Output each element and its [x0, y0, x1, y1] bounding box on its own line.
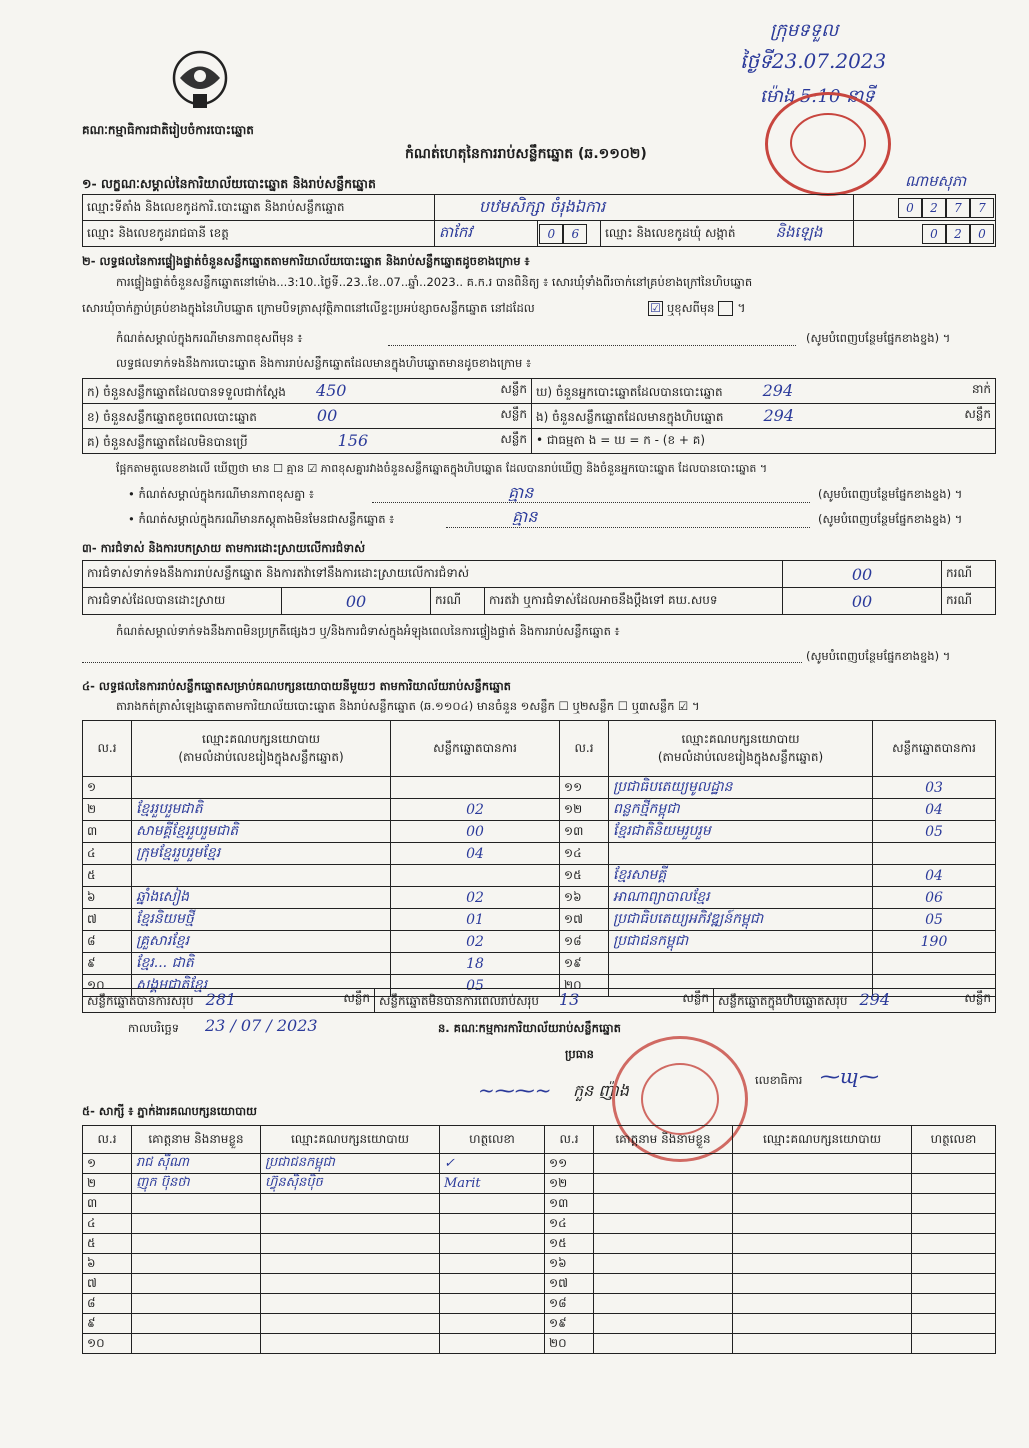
row-number: ១៨ [545, 1294, 594, 1314]
row-number: ១៨ [560, 931, 609, 953]
vote-count: 03 [873, 777, 996, 799]
s5-agents-table [82, 1125, 996, 1354]
agent-signature [912, 1254, 996, 1274]
commission-name: គណៈកម្មាធិការជាតិរៀបចំការបោះឆ្នោត [82, 123, 254, 137]
agent-signature [912, 1294, 996, 1314]
table-row [83, 821, 996, 843]
row-number: ៥ [83, 1234, 132, 1254]
s2-diff-note: • កំណត់សម្គាល់ក្នុងករណីមានភាពខុសគ្នា ៖ [128, 487, 314, 501]
vote-count: 02 [391, 887, 560, 909]
agent-signature [912, 1174, 996, 1194]
s3-heading: ៣- ការជំទាស់ និងការបកស្រាយ តាមការដោះស្រាយលើការជំទាស់ [82, 541, 366, 555]
agent-signature [912, 1334, 996, 1354]
s5-col-party: ឈ្មោះគណបក្សនយោបាយ [261, 1126, 440, 1154]
agent-name [132, 1274, 261, 1294]
total-valid: 281 [205, 990, 237, 1009]
agent-name [594, 1294, 733, 1314]
secretary-label: លេខាធិការ [755, 1073, 803, 1087]
total-box: 294 [859, 990, 891, 1009]
s3-r1-value: 00 [851, 564, 873, 584]
result-label: គ) ចំនួនសន្លឹកឆ្នោតដែលមិនបានប្រើ [87, 434, 248, 449]
chair-label: ប្រធាន [565, 1047, 594, 1061]
table-row [83, 1314, 996, 1334]
col-party: ឈ្មោះគណបក្សនយោបាយ [681, 731, 800, 746]
agent-party [733, 1294, 912, 1314]
party-name: អាណាព្យាបាលខ្មែរ [609, 887, 873, 909]
s2-check-row: ☑ ឬខុសពីមុន ។ [648, 300, 746, 316]
s5-col-no: ល.រ [545, 1126, 594, 1154]
result-value: 294 [763, 405, 795, 425]
vote-count [873, 953, 996, 975]
s1-table [82, 194, 996, 247]
agent-signature [912, 1154, 996, 1174]
s3-unit: ករណី [942, 588, 996, 615]
col-votes: សន្លឹកឆ្នោតបានការ [391, 721, 560, 777]
agent-signature [440, 1234, 545, 1254]
row-number: ២០ [560, 975, 609, 997]
party-name: ប្រជាធិបតេយ្យមូលដ្ឋាន [609, 777, 873, 799]
s3-unit: ករណី [942, 561, 996, 588]
agent-name [594, 1214, 733, 1234]
date-suffix: ន. គណៈកម្មការការិយាល័យរាប់សន្លឹកឆ្នោត [438, 1021, 621, 1035]
s3-unit: ករណី [431, 588, 485, 615]
station-code-digit: 2 [922, 198, 946, 218]
row-number: ១៣ [560, 821, 609, 843]
result-label: ខ) ចំនួនសន្លឹកឆ្នោតខូចពេលបោះឆ្នោត [87, 409, 257, 424]
agent-name [594, 1234, 733, 1254]
party-name: ពន្លកថ្មីកម្ពុជា [609, 799, 873, 821]
same-checkbox[interactable]: ☑ [648, 301, 663, 316]
agent-party: ហ៊្វុនស៊ិនប៉ិច [261, 1174, 440, 1194]
agent-signature [440, 1334, 545, 1354]
total-invalid: 13 [558, 990, 580, 1009]
row-number: ២ [83, 799, 132, 821]
s4-heading: ៤- លទ្ធផលនៃការរាប់សន្លឹកឆ្នោតសម្រាប់គណបក្សនយោបាយនីមួយៗ តាមការិយាល័យរាប់សន្លឹកឆ្នោត [82, 679, 511, 693]
date-label: កាលបរិច្ឆេទ [128, 1021, 180, 1035]
row-number: ៥ [83, 865, 132, 887]
result-label: ក) ចំនួនសន្លឹកឆ្នោតដែលបានទទួលជាក់ស្តែង [87, 384, 286, 399]
col-no: ល.រ [560, 721, 609, 777]
s4-totals [82, 988, 996, 1013]
table-row [83, 1174, 996, 1194]
date-value: 23 / 07 / 2023 [205, 1016, 318, 1035]
province-code-digit: 6 [563, 224, 587, 244]
province-label: ឈ្មោះ និងលេខកូដរាជធានី ខេត្ត [83, 221, 435, 247]
agent-party [733, 1194, 912, 1214]
party-name: សាមគ្គីខ្មែររួបរួមជាតិ [132, 821, 391, 843]
total-unit: សន្លឹក [682, 991, 709, 1005]
s3-r2-label: ការជំទាស់ដែលបានដោះស្រាយ [83, 588, 282, 615]
total-valid-label: សន្លឹកឆ្នោតបានការសរុប [87, 994, 194, 1008]
s5-col-name: គោត្តនាម និងនាមខ្លួន [132, 1126, 261, 1154]
party-name [132, 865, 391, 887]
row-number: ១៥ [560, 865, 609, 887]
agent-signature: Marit [440, 1174, 545, 1194]
row-number: ១០ [83, 1334, 132, 1354]
agent-party [261, 1294, 440, 1314]
result-unit: សន្លឹក [964, 406, 991, 421]
station-code-digit: 7 [970, 198, 994, 218]
official-stamp-top [765, 92, 891, 196]
row-number: ១៤ [545, 1214, 594, 1234]
col-party-sub: (តាមលំដាប់លេខរៀងក្នុងសន្លឹកឆ្នោត) [178, 749, 344, 764]
agent-party [733, 1174, 912, 1194]
agent-party: ប្រជាជនកម្ពុជា [261, 1154, 440, 1174]
agent-name [132, 1214, 261, 1234]
result-label: ង) ចំនួនសន្លឹកឆ្នោតដែលមានក្នុងហិបឆ្នោត [536, 409, 724, 424]
s5-col-name: គោត្តនាម និងនាមខ្លួន [594, 1126, 733, 1154]
row-number: ១២ [545, 1174, 594, 1194]
row-number: ១៣ [545, 1194, 594, 1214]
vote-count: 04 [873, 799, 996, 821]
row-number: ១៧ [545, 1274, 594, 1294]
party-name [609, 843, 873, 865]
agent-name [132, 1294, 261, 1314]
total-unit: សន្លឹក [964, 991, 991, 1005]
agent-signature: ✓ [440, 1154, 545, 1174]
s5-col-no: ល.រ [83, 1126, 132, 1154]
agent-name [594, 1174, 733, 1194]
party-name: គ្រួសារខ្មែរ [132, 931, 391, 953]
agent-signature [440, 1294, 545, 1314]
chair-signature: ~⁓⁓~ [478, 1078, 552, 1102]
row-number: ៩ [83, 953, 132, 975]
row-number: ១០ [83, 975, 132, 997]
result-label: ឃ) ចំនួនអ្នកបោះឆ្នោតដែលបានបោះឆ្នោត [536, 384, 723, 399]
s2-results-table [82, 378, 996, 454]
agent-party [733, 1334, 912, 1354]
table-row [83, 1234, 996, 1254]
table-row [83, 931, 996, 953]
station-code-digit: 7 [946, 198, 970, 218]
table-row [83, 1154, 996, 1174]
agent-party [261, 1214, 440, 1234]
received-time: ម៉ោង 5:10 នាទី [760, 86, 875, 107]
emblem-logo [165, 50, 235, 114]
agent-party [733, 1254, 912, 1274]
agent-signature [912, 1274, 996, 1294]
s4-results-table [82, 720, 996, 997]
agent-signature [912, 1194, 996, 1214]
result-unit: នាក់ [971, 381, 991, 396]
agent-name [594, 1154, 733, 1174]
result-unit: សន្លឹក [500, 431, 527, 446]
s3-r3-label: ការតវ៉ា ឬការជំទាស់ដែលអាចនឹងប្តឹងទៅ គឃ.សបទ [485, 588, 783, 615]
commune-code-digit: 2 [946, 224, 970, 244]
agent-party [261, 1334, 440, 1354]
row-number: ១ [83, 1154, 132, 1174]
party-name: សង្គមជាតិខ្មែរ [132, 975, 391, 997]
row-number: ១៩ [560, 953, 609, 975]
s2-line1: ការផ្ទៀងផ្ទាត់ចំនួនសន្លឹកឆ្នោតនៅម៉ោង...3:10..ថ្ងៃទី..23..ខែ..07..ឆ្នាំ..2023.. គ.ក.រ បានពិនិត្យ ៖ សោរឃុំទាំងពីរចាក់នៅគ្រប់ខាងក្រៅនៃហិបឆ្នោត [116, 275, 753, 289]
table-row [83, 1194, 996, 1214]
agent-name [594, 1194, 733, 1214]
table-row [83, 953, 996, 975]
agent-party [261, 1234, 440, 1254]
received-date: ថ្ងៃទី23.07.2023 [740, 49, 887, 73]
agent-party [261, 1314, 440, 1334]
s2-heading: ២- លទ្ធផលនៃការផ្ទៀងផ្ទាត់ចំនួនសន្លឹកឆ្នោតតាមការិយាល័យបោះឆ្នោត និងរាប់សន្លឹកឆ្នោតដូចខាងក្រោម ៖ [82, 254, 530, 268]
table-row [83, 1334, 996, 1354]
chair-name: កួន ញ៉ាង [573, 1081, 629, 1100]
agent-name [132, 1254, 261, 1274]
s2-fill-back-1: (សូមបំពេញបន្ថែមផ្នែកខាងខ្នង) ។ [818, 487, 963, 501]
vote-count: 01 [391, 909, 560, 931]
agent-signature [912, 1214, 996, 1234]
row-number: ៩ [83, 1314, 132, 1334]
row-number: ១៦ [545, 1254, 594, 1274]
vote-count: 02 [391, 799, 560, 821]
col-no: ល.រ [83, 721, 132, 777]
s3-table [82, 560, 996, 615]
top-right-note: ណាមសុភា [905, 172, 967, 190]
col-votes: សន្លឹកឆ្នោតបានការ [873, 721, 996, 777]
row-number: ១១ [545, 1154, 594, 1174]
party-name: ខ្មែរសាមគ្គី [609, 865, 873, 887]
s5-col-sign: ហត្ថលេខា [440, 1126, 545, 1154]
table-row [83, 843, 996, 865]
vote-count [391, 777, 560, 799]
commune-value: និងឡេង [775, 222, 823, 241]
result-unit: សន្លឹក [500, 381, 527, 396]
s3-fill-back: (សូមបំពេញបន្ថែមផ្នែកខាងខ្នង) ។ [806, 649, 951, 663]
agent-name [132, 1194, 261, 1214]
commune-label: ឈ្មោះ និងលេខកូដឃុំ សង្កាត់ [605, 225, 736, 240]
agent-name [594, 1334, 733, 1354]
s2-match-line: ផ្អែកតាមតួលេខខាងលើ ឃើញថា មាន ☐ គ្មាន ☑ ភាពខុសគ្នារវាងចំនួនសន្លឹកឆ្នោតក្នុងហិបឆ្នោត ដែលបានរាប់ឃើញ និងចំនួនអ្នកបោះឆ្នោត ដែលបានបោះឆ្នោត ។ [116, 462, 768, 475]
row-number: ១៥ [545, 1234, 594, 1254]
row-number: ៨ [83, 931, 132, 953]
party-name: ឆ្នាំងសៀង [132, 887, 391, 909]
table-row [83, 799, 996, 821]
table-row [83, 909, 996, 931]
agent-signature [440, 1214, 545, 1234]
agent-name: រាជ ស៊ីណា [132, 1154, 261, 1174]
row-number: ៣ [83, 1194, 132, 1214]
agent-signature [440, 1194, 545, 1214]
row-number: ១១ [560, 777, 609, 799]
formula-note: • ជាធម្មតា ង = ឃ = ក - (ខ + គ) [536, 433, 706, 447]
s3-r3-value: 00 [851, 591, 873, 611]
agent-name [132, 1234, 261, 1254]
party-name: ប្រជាធិបតេយ្យអភិវឌ្ឍន៍កម្ពុជា [609, 909, 873, 931]
row-number: ៨ [83, 1294, 132, 1314]
party-name: ក្រុមខ្មែររួបរួមខ្មែរ [132, 843, 391, 865]
row-number: ១៩ [545, 1314, 594, 1334]
province-value: តាកែវ [438, 222, 473, 241]
row-number: ១២ [560, 799, 609, 821]
party-name: ខ្មែររួបរួមជាតិ [132, 799, 391, 821]
place-value: បឋមសិក្សា ចំរុងឯការ [478, 196, 606, 216]
agent-name [132, 1334, 261, 1354]
s2-diff-value: គ្មាន [508, 483, 534, 502]
commune-code-digit: 0 [970, 224, 994, 244]
agent-party [261, 1194, 440, 1214]
vote-count: 04 [873, 865, 996, 887]
row-number: ៤ [83, 843, 132, 865]
province-code-digit: 0 [539, 224, 563, 244]
agent-signature [912, 1234, 996, 1254]
vote-count: 02 [391, 931, 560, 953]
col-party: ឈ្មោះគណបក្សនយោបាយ [201, 731, 321, 746]
row-number: ១៦ [560, 887, 609, 909]
agent-party [733, 1214, 912, 1234]
vote-count: 04 [391, 843, 560, 865]
vote-count [391, 865, 560, 887]
secretary-signature: ⁓ɰ⁓ [820, 1064, 879, 1088]
table-row [83, 1274, 996, 1294]
agent-party [261, 1274, 440, 1294]
total-unit: សន្លឹក [343, 991, 370, 1005]
agent-name [594, 1274, 733, 1294]
party-name [609, 953, 873, 975]
table-row [83, 887, 996, 909]
result-unit: សន្លឹក [500, 406, 527, 421]
result-value: 450 [315, 380, 347, 400]
agent-party [733, 1234, 912, 1254]
table-row [83, 777, 996, 799]
row-number: ៧ [83, 1274, 132, 1294]
vote-count: 06 [873, 887, 996, 909]
table-row [83, 1214, 996, 1234]
agent-name [594, 1314, 733, 1334]
agent-name [594, 1254, 733, 1274]
total-box-label: សន្លឹកឆ្នោតក្នុងហិបឆ្នោតសរុប [718, 994, 848, 1008]
row-number: ២ [83, 1174, 132, 1194]
s3-note: កំណត់សម្គាល់ទាក់ទងនឹងភាពមិនប្រក្រតីផ្សេងៗ ឬ/និងការជំទាស់ក្នុងអំឡុងពេលនៃការផ្ទៀងផ្ទាត់ និងការរាប់សន្លឹកឆ្នោត ៖ [116, 624, 620, 638]
agent-name [132, 1314, 261, 1334]
party-name [132, 777, 391, 799]
s2-note-suffix: (សូមបំពេញបន្ថែមផ្នែកខាងខ្នង) ។ [806, 331, 951, 345]
s4-subline: តារាងកត់ត្រាសំឡេងឆ្នោតតាមការិយាល័យបោះឆ្នោត និងរាប់សន្លឹកឆ្នោត (ឆ.១១០៤) មានចំនួន ១សន្លឹក ☐ ឬ២សន្លឹក ☐ ឬ៣សន្លឹក ☑ ។ [116, 699, 700, 713]
vote-count: 00 [391, 821, 560, 843]
row-number: ៤ [83, 1214, 132, 1234]
row-number: ៦ [83, 887, 132, 909]
row-number: ២០ [545, 1334, 594, 1354]
row-number: ១៤ [560, 843, 609, 865]
party-name: ខ្មែរ... ជាតិ [132, 953, 391, 975]
form-title: កំណត់ហេតុនៃការរាប់សន្លឹកឆ្នោត (ឆ.១១០២) [405, 146, 647, 162]
vote-count: 05 [391, 975, 560, 997]
col-party-sub: (តាមលំដាប់លេខរៀងក្នុងសន្លឹកឆ្នោត) [657, 749, 824, 764]
vote-count: 190 [873, 931, 996, 953]
result-value: 156 [337, 430, 369, 450]
s2-stub-note: • កំណត់សម្គាល់ក្នុងករណីមានភស្តុតាងមិនមែនជាសន្លឹកឆ្នោត ៖ [128, 512, 395, 526]
table-row [83, 865, 996, 887]
party-name: ប្រជាជនកម្ពុជា [609, 931, 873, 953]
vote-count: 18 [391, 953, 560, 975]
row-number: ១ [83, 777, 132, 799]
party-name: ខ្មែរនិយមថ្មី [132, 909, 391, 931]
s5-col-party: ឈ្មោះគណបក្សនយោបាយ [733, 1126, 912, 1154]
s5-col-sign: ហត្ថលេខា [912, 1126, 996, 1154]
agent-party [733, 1154, 912, 1174]
s2-note-label: កំណត់សម្គាល់ក្នុងករណីមានភាពខុសពីមុន ៖ [116, 331, 303, 345]
changed-checkbox[interactable] [718, 301, 733, 316]
s3-r1-label: ការជំទាស់ទាក់ទងនឹងការរាប់សន្លឹកឆ្នោត និងការតវ៉ាទៅនឹងការដោះស្រាយលើការជំទាស់ [83, 561, 783, 588]
table-row [83, 1294, 996, 1314]
s5-heading: ៥- សាក្សី ៖ ភ្នាក់ងារគណបក្សនយោបាយ [82, 1104, 257, 1118]
vote-count: 05 [873, 821, 996, 843]
agent-signature [440, 1274, 545, 1294]
s2-fill-back-2: (សូមបំពេញបន្ថែមផ្នែកខាងខ្នង) ។ [818, 512, 963, 526]
party-name: ខ្មែរជាតិនិយមរួបរួម [609, 821, 873, 843]
s2-line2: សោរឃុំចាក់ភ្ជាប់គ្រប់ខាងក្នុងនៃហិបឆ្នោត ក្រោមបិទត្រាសុវត្ថិភាពនៅលើខ្ទះប្រអប់ខ្សាចសន្លឹកឆ្នោត នៅដដែល [82, 301, 535, 315]
agent-name: ញុក ប៊ុនថា [132, 1174, 261, 1194]
agent-party [733, 1274, 912, 1294]
agent-party [733, 1314, 912, 1334]
agent-signature [440, 1314, 545, 1334]
result-value: 00 [316, 405, 338, 425]
agent-signature [912, 1314, 996, 1334]
table-row [83, 1254, 996, 1274]
station-code-digit: 0 [898, 198, 922, 218]
result-value: 294 [762, 380, 794, 400]
vote-count: 05 [873, 909, 996, 931]
s3-r2-value: 00 [345, 591, 367, 611]
agent-party [261, 1254, 440, 1274]
row-number: ៣ [83, 821, 132, 843]
s1-heading: ១- លក្ខណៈសម្គាល់នៃការិយាល័យបោះឆ្នោត និងរាប់សន្លឹកឆ្នោត [82, 176, 376, 191]
received-note: ក្រុមទទួល [770, 20, 839, 41]
agent-signature [440, 1254, 545, 1274]
vote-count [873, 843, 996, 865]
s2-stub-value: គ្មាន [512, 507, 538, 526]
s2-results-intro: លទ្ធផលទាក់ទងនឹងការបោះឆ្នោត និងការរាប់សន្លឹកឆ្នោតដែលមានក្នុងហិបឆ្នោតមានដូចខាងក្រោម ៖ [116, 356, 532, 370]
row-number: ៦ [83, 1254, 132, 1274]
row-number: ៧ [83, 909, 132, 931]
commune-code-digit: 0 [922, 224, 946, 244]
total-invalid-label: សន្លឹកឆ្នោតមិនបានការពេលរាប់សរុប [379, 994, 539, 1008]
changed-label: ឬខុសពីមុន [666, 301, 715, 315]
row-number: ១៧ [560, 909, 609, 931]
place-label: ឈ្មោះទីតាំង និងលេខកូដការិ.បោះឆ្នោត និងរាប់សន្លឹកឆ្នោត [83, 195, 435, 221]
